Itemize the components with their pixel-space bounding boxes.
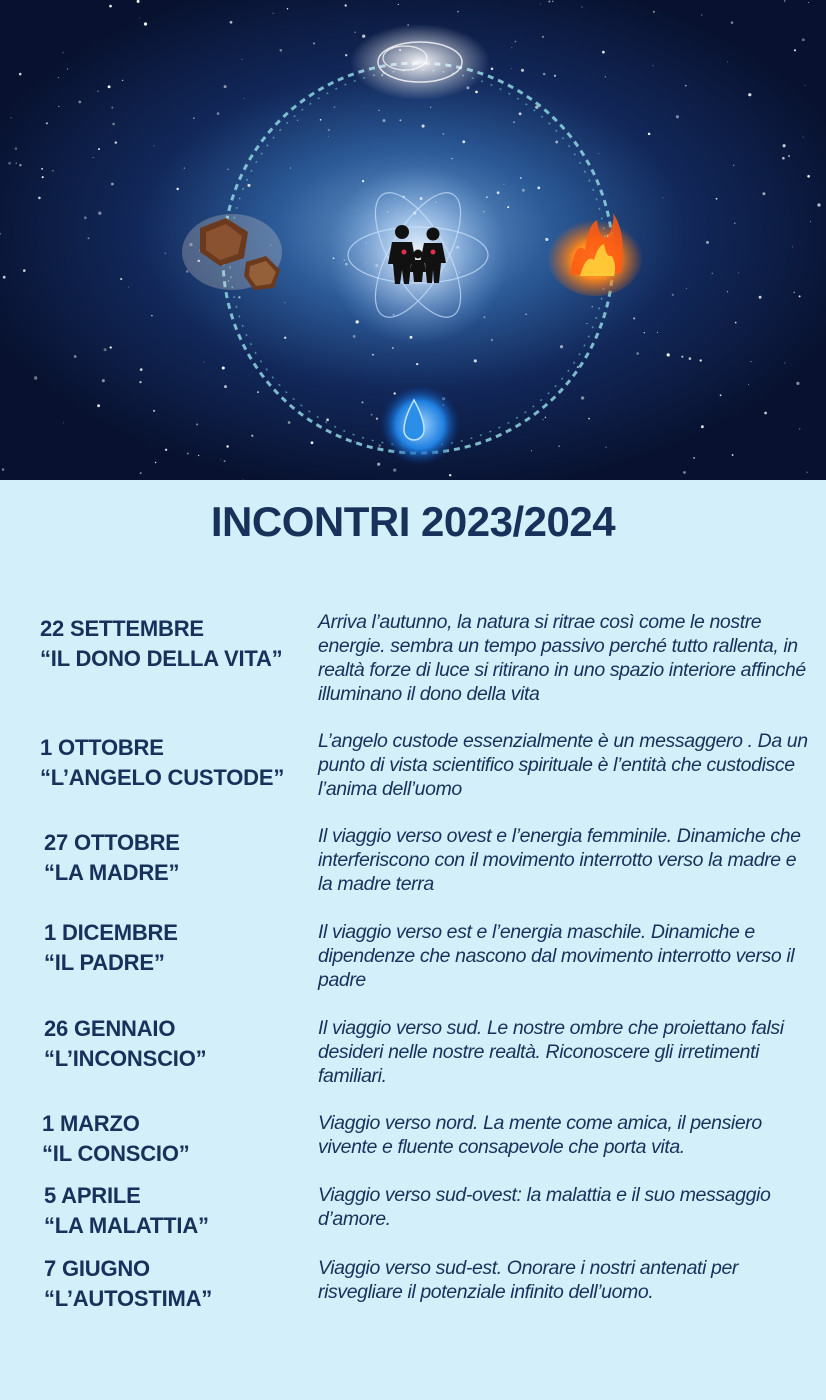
star-icon [353, 335, 356, 338]
star-icon [808, 2, 809, 3]
star-icon [648, 133, 651, 136]
star-icon [284, 337, 286, 339]
star-icon [531, 450, 532, 451]
star-icon [399, 119, 401, 121]
event-date: 5 APRILE [44, 1183, 141, 1208]
star-icon [297, 120, 298, 121]
star-icon [449, 474, 451, 476]
star-icon [58, 106, 59, 107]
star-icon [371, 414, 373, 416]
star-icon [313, 42, 315, 44]
star-icon [817, 203, 820, 206]
star-icon [555, 141, 558, 144]
star-icon [554, 75, 556, 77]
star-icon [552, 1, 553, 2]
star-icon [280, 49, 283, 52]
star-icon [491, 339, 493, 341]
star-icon [140, 368, 143, 371]
star-icon [224, 85, 227, 88]
star-icon [784, 0, 786, 2]
star-icon [98, 148, 100, 150]
star-icon [507, 206, 509, 208]
star-icon [657, 332, 658, 333]
event-name: “LA MALATTIA” [44, 1213, 209, 1238]
star-icon [422, 125, 425, 128]
star-icon [672, 294, 674, 296]
star-icon [273, 13, 274, 14]
star-icon [416, 363, 418, 365]
star-icon [667, 353, 670, 356]
star-icon [151, 315, 152, 316]
star-icon [362, 180, 364, 182]
star-icon [78, 100, 81, 103]
star-icon [345, 54, 347, 56]
star-icon [247, 184, 250, 187]
star-icon [139, 17, 140, 18]
event-date: 1 DICEMBRE [44, 920, 178, 945]
star-icon [244, 98, 245, 99]
star-icon [735, 322, 737, 324]
star-icon [311, 441, 314, 444]
star-icon [514, 41, 516, 43]
cosmic-illustration [0, 0, 826, 480]
star-icon [230, 21, 233, 24]
star-icon [97, 90, 99, 92]
star-icon [759, 296, 762, 299]
event-description: Viaggio verso nord. La mente come amica, il pensiero vivente e fluente consapevole che porta vita. [318, 1112, 762, 1158]
star-icon [491, 68, 494, 71]
star-icon [362, 35, 365, 38]
event-description: Il viaggio verso sud. Le nostre ombre che proiettano falsi desideri nelle nostre realtà. Riconoscere gli irretimenti familiari. [318, 1017, 784, 1087]
star-icon [372, 354, 374, 356]
star-icon [693, 457, 695, 459]
star-icon [685, 85, 687, 87]
star-icon [226, 445, 228, 447]
star-icon [52, 170, 53, 171]
star-icon [712, 273, 714, 275]
star-icon [750, 361, 751, 362]
star-icon [503, 184, 504, 185]
event-name: “L’ANGELO CUSTODE” [40, 765, 285, 790]
star-icon [128, 287, 129, 288]
star-icon [732, 454, 734, 456]
event-date: 1 OTTOBRE [40, 735, 164, 760]
star-icon [701, 15, 702, 16]
star-icon [137, 0, 140, 3]
star-icon [734, 222, 736, 224]
star-icon [15, 148, 17, 150]
event-name: “LA MADRE” [44, 860, 180, 885]
star-icon [155, 462, 156, 463]
star-icon [165, 449, 167, 451]
star-icon [220, 459, 221, 460]
star-icon [605, 76, 606, 77]
star-icon [111, 183, 114, 186]
star-icon [104, 348, 107, 351]
star-icon [543, 73, 546, 76]
star-icon [153, 145, 154, 146]
star-icon [97, 404, 100, 407]
star-icon [525, 314, 526, 315]
star-icon [11, 117, 12, 118]
star-icon [326, 418, 329, 421]
star-icon [251, 435, 253, 437]
star-icon [203, 362, 204, 363]
star-icon [652, 65, 653, 66]
star-icon [548, 0, 550, 2]
star-icon [398, 4, 399, 5]
star-icon [288, 421, 291, 424]
event-name: “L’INCONSCIO” [44, 1046, 207, 1071]
star-icon [328, 129, 330, 131]
star-icon [727, 61, 728, 62]
star-icon [602, 51, 605, 54]
page-title: INCONTRI 2023/2024 [210, 498, 616, 545]
star-icon [355, 32, 356, 33]
star-icon [783, 144, 786, 147]
star-icon [109, 5, 112, 8]
star-icon [430, 107, 431, 108]
star-icon [42, 176, 44, 178]
star-icon [606, 447, 607, 448]
star-icon [354, 441, 355, 442]
star-icon [522, 189, 525, 192]
star-icon [108, 85, 111, 88]
star-icon [110, 346, 112, 348]
event-name: “IL DONO DELLA VITA” [40, 646, 283, 671]
star-icon [588, 418, 590, 420]
star-icon [112, 123, 115, 126]
star-icon [345, 4, 347, 6]
event-date: 27 OTTOBRE [44, 830, 180, 855]
star-icon [633, 317, 635, 319]
star-icon [806, 471, 807, 472]
star-icon [88, 237, 90, 239]
star-icon [519, 112, 522, 115]
star-icon [700, 359, 702, 361]
star-icon [224, 460, 226, 462]
star-icon [545, 417, 546, 418]
star-icon [662, 197, 663, 198]
star-icon [792, 246, 793, 247]
star-icon [238, 296, 240, 298]
star-icon [591, 306, 593, 308]
star-icon [120, 278, 122, 280]
event-date: 26 GENNAIO [44, 1016, 176, 1041]
event-date: 1 MARZO [42, 1111, 140, 1136]
star-icon [290, 168, 291, 169]
star-icon [140, 472, 142, 474]
star-icon [378, 110, 379, 111]
star-icon [193, 117, 195, 119]
star-icon [257, 391, 259, 393]
star-icon [681, 356, 683, 358]
star-icon [3, 276, 6, 279]
star-icon [67, 68, 68, 69]
star-icon [676, 115, 679, 118]
star-icon [383, 119, 386, 122]
star-icon [542, 419, 543, 420]
star-icon [644, 332, 645, 333]
star-icon [23, 269, 26, 272]
star-icon [706, 241, 709, 244]
star-icon [686, 288, 687, 289]
star-icon [222, 366, 225, 369]
event-description: Viaggio verso sud-est. Onorare i nostri antenati per risvegliare il potenziale infinito dell’uomo. [318, 1257, 738, 1303]
star-icon [93, 157, 94, 158]
star-icon [34, 376, 37, 379]
star-icon [164, 252, 166, 254]
star-icon [793, 292, 795, 294]
star-icon [284, 302, 285, 303]
star-icon [320, 119, 322, 121]
star-icon [581, 396, 584, 399]
star-icon [788, 155, 790, 157]
star-icon [62, 52, 63, 53]
star-icon [560, 345, 563, 348]
star-icon [799, 428, 800, 429]
star-icon [139, 381, 141, 383]
star-icon [196, 423, 198, 425]
star-icon [46, 122, 48, 124]
star-icon [16, 163, 17, 164]
star-icon [74, 355, 77, 358]
star-icon [784, 362, 785, 363]
star-icon [810, 221, 811, 222]
star-icon [796, 382, 799, 385]
star-icon [689, 357, 692, 360]
star-icon [636, 352, 639, 355]
star-icon [362, 401, 364, 403]
star-icon [334, 106, 336, 108]
star-icon [521, 69, 524, 72]
star-icon [377, 463, 380, 466]
star-icon [115, 141, 117, 143]
star-icon [802, 38, 805, 41]
star-icon [186, 270, 188, 272]
star-icon [227, 168, 229, 170]
star-icon [287, 8, 288, 9]
event-date: 22 SETTEMBRE [40, 616, 204, 641]
star-icon [457, 11, 459, 13]
star-icon [738, 272, 739, 273]
event-description: Arriva l’autunno, la natura si ritrae così come le nostre energie. sembra un tempo passivo perché tutto rallenta, in realtà forze di luce si ritirano in uno spazio interiore affinché illuminano il dono della vita [318, 611, 806, 705]
star-icon [392, 347, 394, 349]
star-icon [111, 107, 113, 109]
star-icon [716, 198, 718, 200]
star-icon [84, 216, 87, 219]
star-icon [720, 394, 722, 396]
star-icon [581, 6, 582, 7]
star-icon [653, 11, 655, 13]
event-name: “IL CONSCIO” [42, 1141, 190, 1166]
star-icon [217, 112, 220, 115]
event-description: Il viaggio verso est e l’energia maschile. Dinamiche e dipendenze che nascono dal movimento interrotto verso il padre [318, 921, 795, 991]
star-icon [545, 238, 548, 241]
star-icon [393, 469, 396, 472]
star-icon [803, 137, 804, 138]
star-icon [184, 167, 185, 168]
star-icon [764, 412, 767, 415]
star-icon [58, 77, 59, 78]
star-icon [727, 291, 728, 292]
star-icon [328, 136, 329, 137]
event-description: Viaggio verso sud-ovest: la malattia e il suo messaggio d’amore. [318, 1184, 771, 1230]
star-icon [144, 22, 147, 25]
star-icon [497, 191, 500, 194]
star-icon [241, 59, 242, 60]
star-icon [187, 453, 189, 455]
star-icon [799, 295, 801, 297]
star-icon [224, 385, 227, 388]
star-icon [542, 36, 544, 38]
star-icon [376, 418, 378, 420]
star-icon [451, 158, 452, 159]
star-icon [474, 359, 477, 362]
event-name: “L’AUTOSTIMA” [44, 1286, 213, 1311]
star-icon [537, 187, 540, 190]
star-icon [63, 422, 64, 423]
star-icon [38, 197, 41, 200]
star-icon [794, 49, 796, 51]
star-icon [443, 133, 445, 135]
star-icon [475, 91, 478, 94]
star-icon [748, 93, 751, 96]
event-name: “IL PADRE” [44, 950, 165, 975]
star-icon [807, 175, 810, 178]
events-panel [0, 480, 826, 1400]
star-icon [782, 157, 785, 160]
star-icon [586, 323, 587, 324]
star-icon [19, 164, 21, 166]
star-icon [748, 384, 749, 385]
star-icon [2, 468, 4, 470]
star-icon [701, 425, 704, 428]
star-icon [8, 162, 11, 165]
star-icon [462, 140, 465, 143]
star-icon [598, 153, 599, 154]
event-description: Il viaggio verso ovest e l’energia femminile. Dinamiche che interferiscono con il movimento interrotto verso la madre e la madre terra [318, 825, 801, 895]
star-icon [122, 80, 124, 82]
star-icon [731, 21, 734, 24]
star-icon [378, 444, 381, 447]
star-icon [19, 73, 22, 76]
star-icon [102, 379, 105, 382]
star-icon [511, 47, 512, 48]
star-icon [98, 212, 101, 215]
air-cloud-icon [350, 24, 490, 100]
star-icon [153, 410, 155, 412]
star-icon [176, 188, 179, 191]
star-icon [804, 85, 805, 86]
star-icon [540, 3, 541, 4]
star-icon [198, 455, 199, 456]
star-icon [683, 471, 686, 474]
event-date: 7 GIUGNO [44, 1256, 150, 1281]
star-icon [513, 121, 515, 123]
event-description: L’angelo custode essenzialmente è un messaggero . Da un punto di vista scientifico spirituale è l’entità che custodisce l’anima dell’uomo [318, 730, 808, 800]
star-icon [41, 168, 43, 170]
star-icon [511, 68, 512, 69]
star-icon [762, 192, 765, 195]
star-icon [520, 177, 522, 179]
star-icon [558, 445, 559, 446]
star-icon [733, 165, 734, 166]
